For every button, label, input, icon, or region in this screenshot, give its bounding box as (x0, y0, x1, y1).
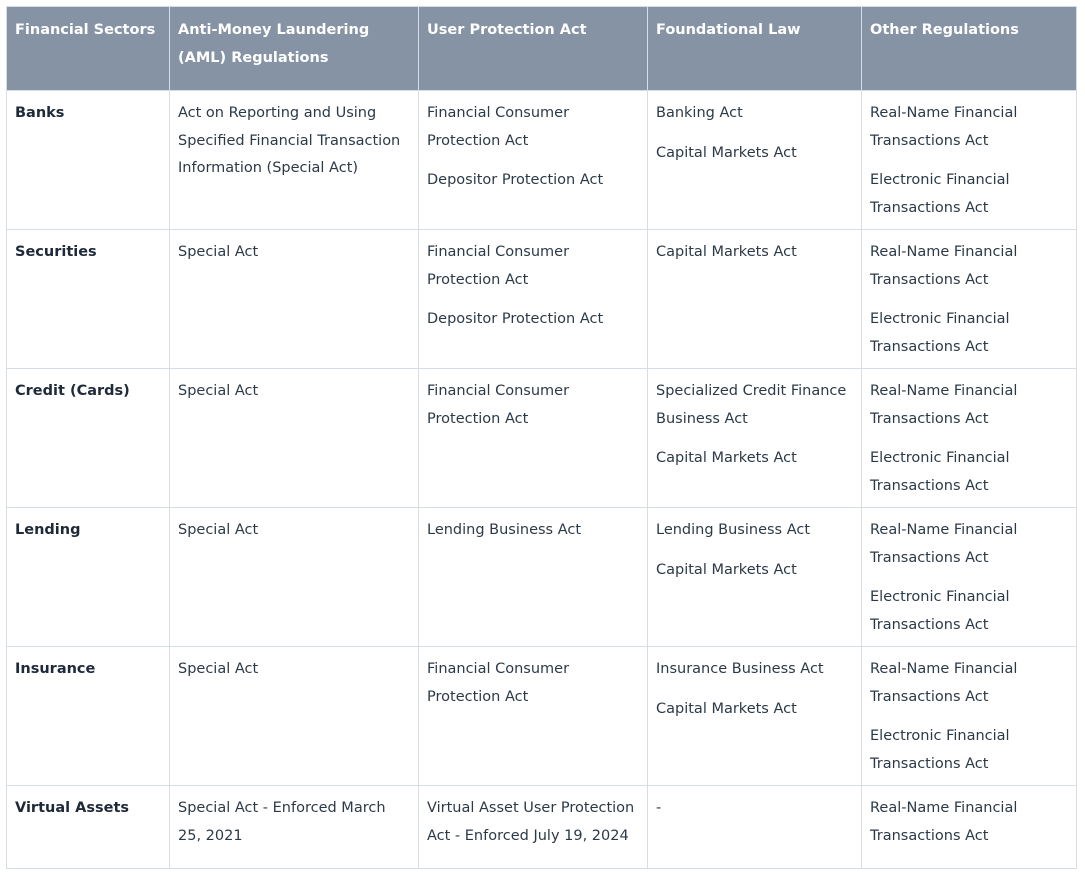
table-header (7, 7, 1077, 91)
sector-cell: Virtual Assets (7, 786, 170, 869)
header-user-protection-act: User Protection Act (419, 7, 648, 91)
aml-cell (170, 230, 419, 369)
regulation-entry: Financial Consumer Protection Act (427, 105, 570, 149)
regulation-entry: Capital Markets Act (656, 450, 797, 466)
table-row (7, 91, 1077, 230)
table-body (7, 91, 1077, 869)
regulation-entry: Special Act (178, 661, 259, 677)
regulation-entry: Capital Markets Act (656, 700, 797, 717)
user-protection-cell (419, 647, 648, 786)
header-other-regulations: Other Regulations (862, 7, 1077, 91)
regulation-entry: Financial Consumer Protection Act (427, 661, 570, 705)
aml-cell (170, 786, 419, 869)
other-regulations-cell (862, 369, 1077, 508)
regulation-entry: Electronic Financial Transactions Act (870, 172, 1010, 216)
foundational-law-cell (648, 508, 862, 647)
regulation-entry: Financial Consumer Protection Act (427, 383, 570, 427)
regulation-entry: Virtual Asset User Protection Act - Enforced July 19, 2024 (427, 800, 635, 844)
regulation-entry: Capital Markets Act (656, 144, 797, 161)
regulation-entry: Real-Name Financial Transactions Act (870, 244, 1018, 288)
foundational-law-cell (648, 786, 862, 869)
aml-cell (170, 91, 419, 230)
regulation-entry: Real-Name Financial Transactions Act (870, 383, 1018, 427)
sector-cell: Insurance (7, 647, 170, 786)
user-protection-cell (419, 508, 648, 647)
regulation-entry: Real-Name Financial Transactions Act (870, 105, 1018, 149)
regulation-entry: Act on Reporting and Using Specified Financial Transaction Information (Special Act) (178, 105, 401, 176)
sector-cell: Securities (7, 230, 170, 369)
table-row (7, 230, 1077, 369)
aml-cell (170, 647, 419, 786)
table-row (7, 647, 1077, 786)
other-regulations-cell (862, 647, 1077, 786)
table-row (7, 508, 1077, 647)
regulation-entry: Capital Markets Act (656, 561, 797, 578)
regulations-table (6, 6, 1077, 869)
regulation-entry: Electronic Financial Transactions Act (870, 311, 1010, 355)
foundational-law-cell (648, 91, 862, 230)
other-regulations-cell (862, 230, 1077, 369)
foundational-law-cell (648, 369, 862, 508)
regulation-entry: Depositor Protection Act (427, 172, 604, 188)
sector-cell: Credit (Cards) (7, 369, 170, 508)
regulation-entry: Specialized Credit Finance Business Act (656, 383, 847, 427)
regulation-entry: Special Act (178, 522, 259, 538)
regulation-entry: Depositor Protection Act (427, 311, 604, 327)
table-row (7, 369, 1077, 508)
regulation-entry: Financial Consumer Protection Act (427, 244, 570, 288)
regulation-entry: Real-Name Financial Transactions Act (870, 800, 1018, 844)
foundational-law-cell (648, 647, 862, 786)
header-foundational-law: Foundational Law (648, 7, 862, 91)
regulation-entry: Lending Business Act (656, 522, 811, 538)
user-protection-cell (419, 369, 648, 508)
regulation-entry: Electronic Financial Transactions Act (870, 728, 1010, 772)
regulation-entry: Real-Name Financial Transactions Act (870, 661, 1018, 705)
sector-cell: Banks (7, 91, 170, 230)
aml-cell (170, 369, 419, 508)
table-row (7, 786, 1077, 869)
regulation-entry: Capital Markets Act (656, 244, 797, 260)
regulation-entry: Real-Name Financial Transactions Act (870, 522, 1018, 566)
regulation-entry: Special Act (178, 383, 259, 399)
regulation-entry: Electronic Financial Transactions Act (870, 589, 1010, 633)
other-regulations-cell (862, 786, 1077, 869)
foundational-law-cell (648, 230, 862, 369)
regulation-entry: Special Act - Enforced March 25, 2021 (178, 800, 386, 844)
regulation-entry: - (656, 800, 662, 816)
regulation-entry: Special Act (178, 244, 259, 260)
header-row (7, 7, 1077, 91)
regulation-entry: Lending Business Act (427, 522, 582, 538)
header-financial-sectors: Financial Sectors (7, 7, 170, 91)
other-regulations-cell (862, 91, 1077, 230)
sector-cell: Lending (7, 508, 170, 647)
other-regulations-cell (862, 508, 1077, 647)
aml-cell (170, 508, 419, 647)
user-protection-cell (419, 786, 648, 869)
user-protection-cell (419, 230, 648, 369)
header-aml-regulations: Anti-Money Laundering (AML) Regulations (170, 7, 419, 91)
user-protection-cell (419, 91, 648, 230)
regulation-entry: Banking Act (656, 105, 743, 121)
regulation-entry: Insurance Business Act (656, 661, 824, 677)
regulation-entry: Electronic Financial Transactions Act (870, 450, 1010, 494)
